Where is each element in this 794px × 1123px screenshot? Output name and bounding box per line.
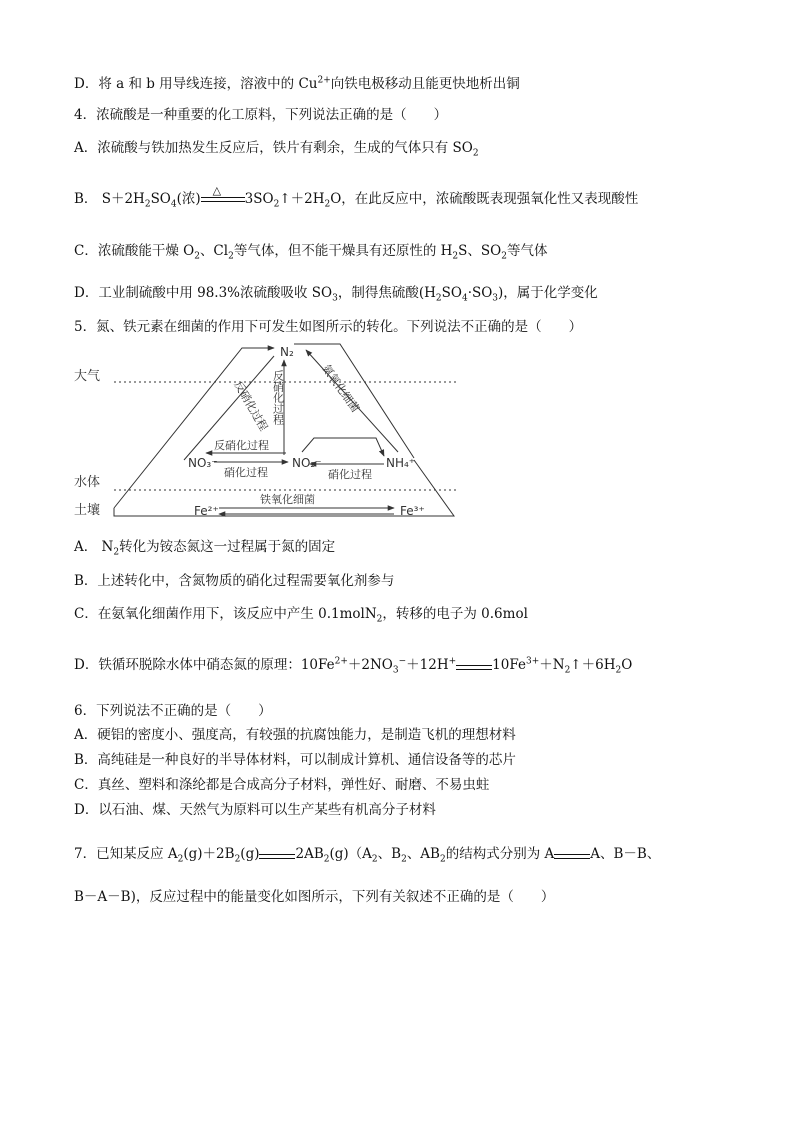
t: (g) xyxy=(240,846,260,862)
s: − xyxy=(398,656,407,667)
t: ＋12H xyxy=(406,657,449,673)
s: 2 xyxy=(564,665,571,676)
t: 等气体 xyxy=(506,243,548,259)
nh4-label: NH₄⁺ xyxy=(386,456,416,470)
nitrif-right-label: 硝化过程 xyxy=(328,468,372,481)
t: )，属于化学变化 xyxy=(498,285,598,301)
t: C．在氨氧化细菌作用下，该反应中产生 0.1molN xyxy=(74,606,377,622)
fe3-label: Fe³⁺ xyxy=(400,504,425,518)
s: 2 xyxy=(376,614,383,625)
fe2-label: Fe²⁺ xyxy=(194,504,219,518)
q6-option-c: C．真丝、塑料和涤纶都是合成高分子材料，弹性好、耐磨、不易虫蛀 xyxy=(74,777,490,793)
s: 2 xyxy=(323,854,330,865)
t: ↑＋2H xyxy=(279,191,325,207)
text: A．浓硫酸与铁加热发生反应后，铁片有剩余，生成的气体只有 SO xyxy=(74,140,473,156)
s: 2 xyxy=(228,251,234,262)
q3-option-d xyxy=(74,75,520,93)
reaction-equal-sign xyxy=(201,183,245,206)
s: 3 xyxy=(392,665,399,676)
t: D．工业制硫酸中用 98.3%浓硫酸吸收 SO xyxy=(74,285,333,301)
q5-option-a xyxy=(74,538,335,556)
t: ↑＋6H xyxy=(570,657,616,673)
heat-symbol: △ xyxy=(212,183,222,197)
s: 2 xyxy=(371,854,378,865)
sub: 2 xyxy=(472,148,479,159)
q5-option-c xyxy=(74,605,528,623)
s: 2 xyxy=(452,251,459,262)
t: 、AB xyxy=(406,846,440,862)
t: B． S＋2H xyxy=(74,191,145,207)
q4-option-b xyxy=(74,183,639,210)
q6-option-d: D．以石油、煤、天然气为原料可以生产某些有机高分子材料 xyxy=(74,802,436,818)
t: O，在此反应中，浓硫酸既表现强氧化性又表现酸性 xyxy=(330,191,639,207)
t: 的结构式分别为 A xyxy=(445,846,555,862)
s: 2 xyxy=(177,854,184,865)
q7-stem-line2: B－A－B)，反应过程中的能量变化如图所示，下列有关叙述不正确的是（ ） xyxy=(74,889,555,905)
q6-option-a: A．硬铝的密度小、强度高，有较强的抗腐蚀能力，是制造飞机的理想材料 xyxy=(74,727,516,743)
s: 2 xyxy=(113,547,120,558)
t: 、B xyxy=(377,846,402,862)
iron-bacteria-label: 铁氧化细菌 xyxy=(260,493,315,506)
no2-to-nh4-arrow xyxy=(302,438,384,456)
t: 转化为铵态氮这一过程属于氮的固定 xyxy=(119,539,336,555)
t: D．铁循环脱除水体中硝态氮的原理：10Fe xyxy=(74,657,335,673)
denit-left-label: 反硝化过程 xyxy=(231,379,271,434)
s: 2 xyxy=(144,199,151,210)
s: 4 xyxy=(461,293,468,304)
s: 4 xyxy=(170,199,177,210)
text: 向铁电极移动且能更快地析出铜 xyxy=(330,76,520,92)
water-label: 水体 xyxy=(74,475,101,490)
q4-stem: 4．浓硫酸是一种重要的化工原料，下列说法正确的是（ ） xyxy=(74,107,448,123)
t: 7．已知某反应 A xyxy=(74,846,178,862)
s: 2 xyxy=(435,293,442,304)
q4-option-c xyxy=(74,242,547,260)
s: 3 xyxy=(492,293,499,304)
t: ，制得焦硫酸(H xyxy=(337,285,436,301)
t: A、B－B、 xyxy=(590,846,661,862)
q4-option-d xyxy=(74,284,598,302)
atmosphere-label: 大气 xyxy=(74,369,101,384)
q5-stem: 5．氮、铁元素在细菌的作用下可发生如图所示的转化。下列说法不正确的是（ ） xyxy=(74,319,583,335)
t: ＋N xyxy=(539,657,565,673)
s: 2+ xyxy=(334,656,348,667)
t: SO xyxy=(150,191,171,207)
no2-label: NO₂⁻ xyxy=(292,456,322,470)
t: ·SO xyxy=(467,285,493,301)
t: 、Cl xyxy=(199,243,229,259)
t: ，转移的电子为 0.6mol xyxy=(382,606,528,622)
nitrif-left-label: 硝化过程 xyxy=(224,466,268,479)
s: 2 xyxy=(194,251,200,262)
double-bond-sign xyxy=(554,849,590,861)
denit-bottom-label: 反硝化过程 xyxy=(214,439,269,452)
q7-stem-line1 xyxy=(74,845,660,863)
sup: 2+ xyxy=(317,75,331,86)
q6-option-b: B．高纯硅是一种良好的半导体材料，可以制成计算机、通信设备等的芯片 xyxy=(74,752,516,768)
q6-stem: 6．下列说法不正确的是（ ） xyxy=(74,703,272,719)
reaction-equal-sign xyxy=(259,849,295,861)
s: 2 xyxy=(273,199,280,210)
t: 10Fe xyxy=(492,657,526,673)
s: 3+ xyxy=(525,656,540,667)
q5-option-b: B．上述转化中，含氮物质的硝化过程需要氧化剂参与 xyxy=(74,573,395,589)
t: SO xyxy=(441,285,462,301)
t: (g)（A xyxy=(329,846,372,862)
soil-label: 土壤 xyxy=(74,503,101,518)
nitrogen-iron-cycle-diagram xyxy=(74,340,474,526)
s: 2 xyxy=(501,251,507,262)
denit-mid-label: 反硝化过程 xyxy=(271,370,285,425)
s: 2 xyxy=(234,854,241,865)
s: 2 xyxy=(324,199,331,210)
text: D．将 a 和 b 用导线连接，溶液中的 Cu xyxy=(74,76,318,92)
t: (g)＋2B xyxy=(183,846,235,862)
t: O xyxy=(621,657,633,673)
t: (浓) xyxy=(176,191,201,207)
s: 2 xyxy=(401,854,407,865)
n2-label: N₂ xyxy=(280,345,294,359)
t: C．浓硫酸能干燥 O xyxy=(74,243,195,259)
q4-option-a xyxy=(74,139,479,157)
t: 3SO xyxy=(244,191,274,207)
s: 2 xyxy=(439,854,446,865)
ammox-label: 氨氧化细菌 xyxy=(319,362,362,415)
t: A． N xyxy=(74,539,114,555)
s: + xyxy=(448,656,457,667)
q5-option-d xyxy=(74,656,632,674)
reaction-equal-sign xyxy=(456,660,492,672)
t: ＋2NO xyxy=(347,657,393,673)
t: 2AB xyxy=(295,846,324,862)
s: 2 xyxy=(615,665,622,676)
s: 3 xyxy=(332,293,338,304)
t: 等气体，但不能干燥具有还原性的 H xyxy=(233,243,453,259)
no3-label: NO₃⁻ xyxy=(188,456,218,470)
t: S、SO xyxy=(458,243,502,259)
left-arrow xyxy=(114,348,274,508)
